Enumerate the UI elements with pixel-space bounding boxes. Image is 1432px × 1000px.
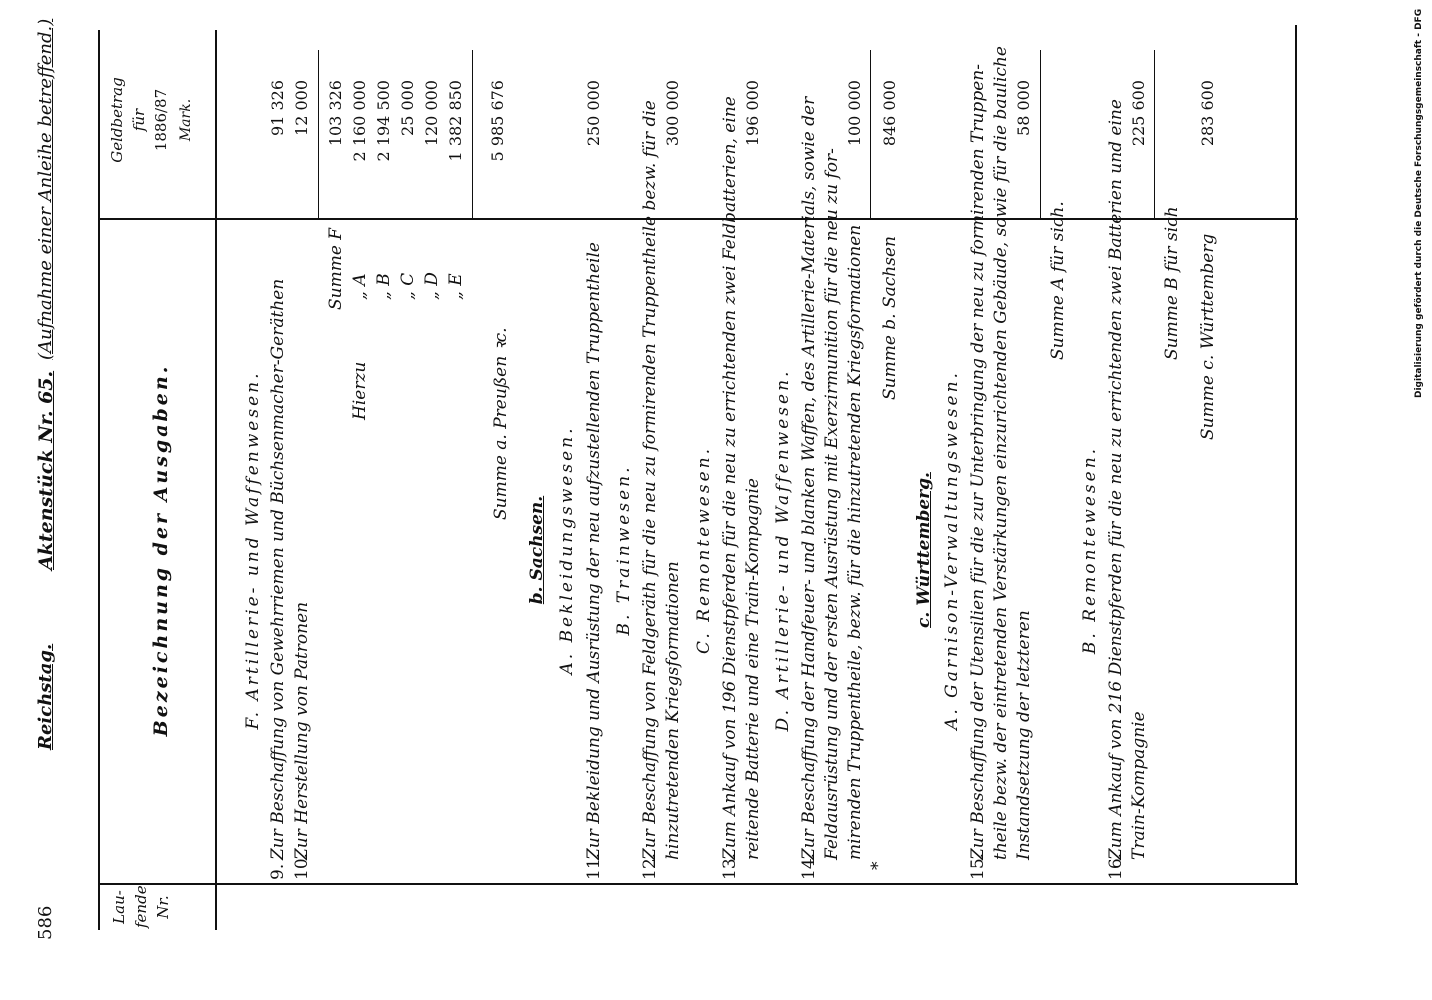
row-15-text-1: Zur Beschaffung der Utensilien für die zur Unterbringung der neu zu formirenden Truppen- bbox=[968, 64, 988, 860]
hierzu-D-amount: 120 000 bbox=[422, 80, 441, 147]
col-title: Bezeichnung der Ausgaben. bbox=[150, 363, 172, 737]
row-15-nr: 15. bbox=[968, 852, 988, 880]
hierzu-C-label: „ C bbox=[398, 272, 418, 300]
col-nr-1: Lau- bbox=[110, 890, 128, 924]
hierzu-D-label: „ D bbox=[422, 272, 442, 300]
column-rule-left bbox=[98, 883, 1298, 885]
section-cB-heading: B. Remontewesen. bbox=[1080, 445, 1100, 655]
row-10-amount: 12 000 bbox=[292, 80, 311, 136]
col-amount-2: für bbox=[130, 108, 148, 132]
section-bD-heading: D. Artillerie- und Waffenwesen. bbox=[773, 368, 793, 732]
row-11-amount: 250 000 bbox=[584, 80, 603, 147]
section-bC-heading: C. Remontewesen. bbox=[694, 446, 714, 655]
subtotal-rule-a bbox=[472, 50, 473, 220]
row-9-text: Zur Beschaffung von Gewehrriemen und Büchsenmacher-Geräthen bbox=[268, 278, 288, 860]
hierzu-E-amount: 1 382 850 bbox=[446, 80, 465, 162]
row-13-text-2: reitende Batterie und eine Train-Kompagnie bbox=[743, 478, 763, 860]
col-nr-3: Nr. bbox=[154, 895, 172, 919]
summe-F-amount: 103 326 bbox=[326, 80, 345, 147]
hierzu-A-amount: 2 160 000 bbox=[350, 80, 369, 162]
summe-c-amount: 283 600 bbox=[1198, 80, 1217, 147]
row-13-amount: 196 000 bbox=[743, 80, 762, 147]
row-14-text-1: Zur Beschaffung der Handfeuer- und blanken Waffen, des Artillerie-Materials, sowie der bbox=[799, 96, 819, 860]
row-12-amount: 300 000 bbox=[663, 80, 682, 147]
summe-a-label: Summe a. Preußen ꝛc. bbox=[491, 327, 511, 520]
row-15-text-2: theile bezw. der eintretenden Verstärkungen einzurichtenden Gebäude, sowie für die bauliche bbox=[991, 46, 1011, 860]
row-14-text-3: mirenden Truppentheile, bezw. für die hinzutretenden Kriegsformationen bbox=[845, 224, 865, 860]
row-10-text: Zur Herstellung von Patronen bbox=[292, 601, 312, 860]
hierzu-B-label: „ B bbox=[374, 273, 394, 300]
summe-b-label: Summe b. Sachsen bbox=[880, 236, 900, 400]
header-reichstag: Reichstag. bbox=[35, 643, 56, 750]
hierzu-E-label: „ E bbox=[446, 273, 466, 300]
col-amount-3: 1886/87 bbox=[152, 88, 170, 152]
section-F-heading: F. Artillerie- und Waffenwesen. bbox=[243, 370, 263, 730]
row-16-text-1: Zum Ankauf von 216 Dienstpferden für die neu zu errichtenden zwei Batterien und eine bbox=[1106, 99, 1126, 860]
credit-text: Digitalisierung gefördert durch die Deutsche Forschungsgemeinschaft - DFG bbox=[1414, 8, 1424, 398]
row-13-text-1: Zum Ankauf von 196 Dienstpferden für die neu zu errichtenden zwei Feldbatterien, eine bbox=[720, 96, 740, 860]
row-14-amount: 100 000 bbox=[845, 80, 864, 147]
col-amount-1: Geldbetrag bbox=[108, 77, 126, 163]
row-14-text-2: Feldausrüstung und der ersten Ausrüstung mit Exerzirmunition für die neu zu for- bbox=[822, 148, 842, 860]
table-top-rule bbox=[98, 30, 100, 930]
subtotal-rule-F bbox=[318, 50, 319, 220]
summe-cB-label: Summe B für sich bbox=[1162, 206, 1182, 360]
subtotal-rule-cA bbox=[1040, 50, 1041, 220]
row-10-nr: 10. bbox=[292, 852, 312, 880]
row-13-nr: 13. bbox=[720, 852, 740, 880]
digitization-credit bbox=[1412, 8, 1428, 398]
row-15-text-3: Instandsetzung der letzteren bbox=[1014, 610, 1034, 860]
hierzu-B-amount: 2 194 500 bbox=[374, 80, 393, 162]
row-9-amount: 91 326 bbox=[268, 80, 287, 136]
section-c-heading: c. Württemberg. bbox=[914, 472, 934, 628]
row-16-nr: 16. bbox=[1106, 852, 1126, 880]
footnote-star: * bbox=[868, 861, 888, 870]
subtotal-rule-b bbox=[870, 50, 871, 220]
col-nr-2: fende bbox=[132, 885, 150, 928]
row-15-amount: 58 000 bbox=[1014, 80, 1033, 136]
row-12-text-2: hinzutretenden Kriegsformationen bbox=[663, 561, 683, 860]
row-11-nr: 11. bbox=[584, 852, 604, 880]
summe-b-amount: 846 000 bbox=[880, 80, 899, 147]
summe-cA-label: Summe A für sich. bbox=[1048, 201, 1068, 360]
summe-F-label: Summe F bbox=[326, 227, 346, 310]
section-bA-heading: A. Bekleidungswesen. bbox=[557, 425, 577, 675]
hierzu-A-label: „ A bbox=[350, 273, 370, 300]
section-cA-heading: A. Garnison-Verwaltungswesen. bbox=[942, 370, 962, 730]
header-aktenstueck: Aktenstück Nr. 65. bbox=[35, 370, 57, 570]
table-bottom-rule bbox=[1295, 25, 1297, 885]
page-number: 586 bbox=[35, 905, 56, 940]
row-14-nr: 14. bbox=[799, 852, 819, 880]
section-bB-heading: B. Trainwesen. bbox=[614, 464, 634, 636]
subtotal-rule-cB bbox=[1154, 50, 1155, 220]
header-subject: (Aufnahme einer Anleihe betreffend.) bbox=[35, 18, 56, 360]
hierzu-label: Hierzu bbox=[350, 361, 370, 420]
section-b-heading: b. Sachsen. bbox=[527, 495, 547, 605]
row-12-text-1: Zur Beschaffung von Feldgeräth für die neu zu formirenden Truppentheile bezw. für die bbox=[640, 100, 660, 860]
row-9-nr: 9. bbox=[268, 863, 288, 880]
summe-c-label: Summe c. Württemberg bbox=[1198, 233, 1218, 440]
summe-a-amount: 5 985 676 bbox=[488, 80, 507, 162]
row-16-amount: 225 600 bbox=[1129, 80, 1148, 147]
row-12-nr: 12. bbox=[640, 852, 660, 880]
row-16-text-2: Train-Kompagnie bbox=[1129, 711, 1149, 860]
hierzu-C-amount: 25 000 bbox=[398, 80, 417, 136]
row-11-text: Zur Bekleidung und Ausrüstung der neu aufzustellenden Truppentheile bbox=[584, 242, 604, 860]
header-separator bbox=[215, 30, 217, 930]
col-amount-4: Mark. bbox=[178, 98, 194, 142]
